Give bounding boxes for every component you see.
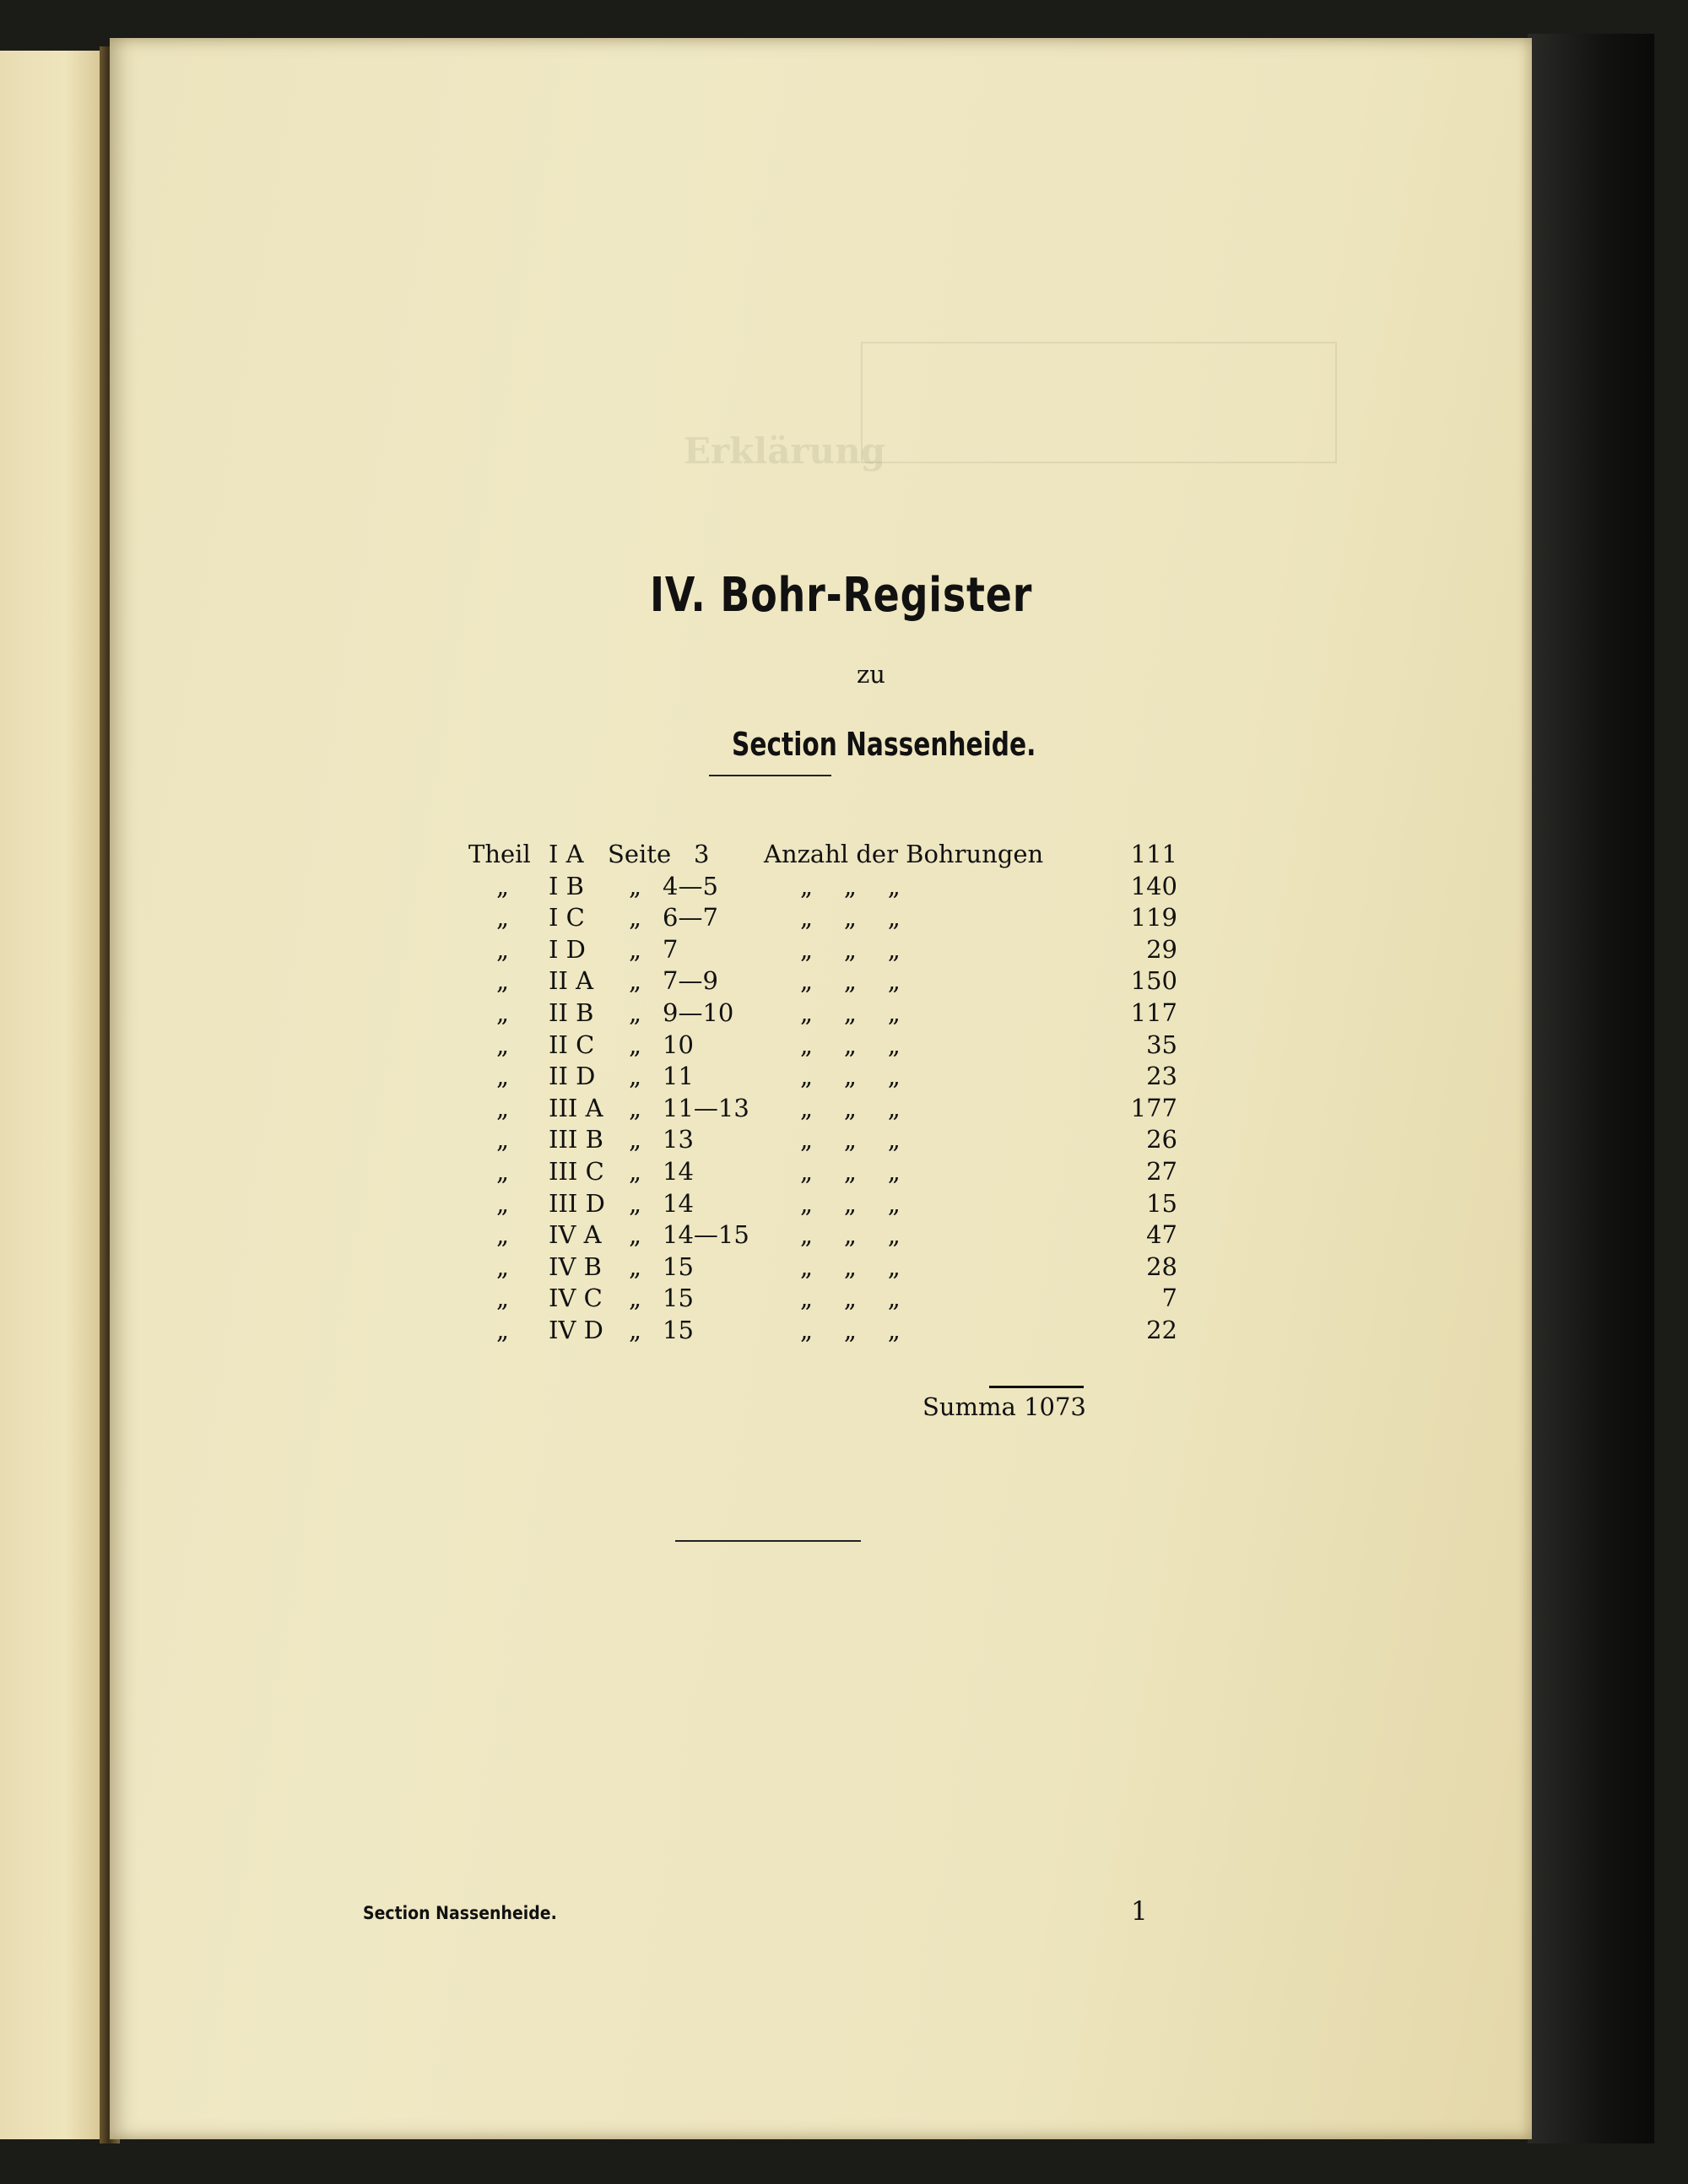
- count-cell: 150: [1130, 966, 1177, 996]
- anzahl-cell: „ „ „: [800, 871, 901, 900]
- pages-cell: 11—13: [663, 1093, 749, 1122]
- pages-cell: 13: [663, 1125, 694, 1154]
- anzahl-cell: „ „ „: [800, 1316, 901, 1344]
- seite-cell: „: [629, 1125, 642, 1154]
- count-cell: 29: [1146, 934, 1177, 964]
- count-cell: 117: [1130, 998, 1177, 1027]
- connector-text: zu: [857, 660, 885, 689]
- part-cell: I B: [549, 871, 584, 900]
- pages-cell: 7: [663, 934, 679, 964]
- anzahl-cell: „ „ „: [800, 1062, 901, 1091]
- theil-cell: „: [496, 1093, 510, 1122]
- seite-cell: „: [629, 1030, 642, 1059]
- table-row: [110, 1316, 1532, 1348]
- seite-cell: „: [629, 1157, 642, 1186]
- footer-section-name: Section Nassenheide.: [363, 1903, 557, 1923]
- anzahl-cell: „ „ „: [800, 1251, 901, 1281]
- anzahl-cell: Anzahl der Bohrungen: [764, 840, 1044, 868]
- part-cell: III C: [549, 1157, 604, 1186]
- theil-cell: „: [496, 1188, 510, 1218]
- theil-cell: „: [496, 1251, 510, 1281]
- count-cell: 47: [1146, 1220, 1177, 1250]
- show-through-table: [861, 342, 1337, 463]
- theil-cell: „: [496, 966, 510, 996]
- part-cell: I A: [549, 840, 584, 868]
- table-row: [110, 1252, 1532, 1284]
- section-subtitle: Section Nassenheide.: [732, 726, 1036, 763]
- theil-cell: „: [496, 1062, 510, 1091]
- seite-cell: Seite: [608, 840, 672, 868]
- part-cell: IV C: [549, 1284, 603, 1313]
- table-row: [110, 1157, 1532, 1189]
- seite-cell: „: [629, 903, 642, 933]
- document-page: [110, 38, 1532, 2139]
- table-row: [110, 872, 1532, 904]
- part-cell: IV D: [549, 1316, 603, 1344]
- pages-cell: 6—7: [663, 903, 718, 933]
- count-cell: 35: [1146, 1030, 1177, 1059]
- pages-cell: 4—5: [663, 871, 718, 900]
- count-cell: 119: [1130, 903, 1177, 933]
- seite-cell: „: [629, 1251, 642, 1281]
- count-cell: 22: [1146, 1316, 1177, 1344]
- summa-value: 1073: [1024, 1392, 1086, 1421]
- seite-cell: „: [629, 1093, 642, 1122]
- table-row: [110, 1220, 1532, 1252]
- theil-cell: „: [496, 1157, 510, 1186]
- summa-line: [922, 1392, 1086, 1421]
- pages-cell: 9—10: [663, 998, 734, 1027]
- pages-cell: 10: [663, 1030, 694, 1059]
- anzahl-cell: „ „ „: [800, 934, 901, 964]
- seite-cell: „: [629, 1316, 642, 1344]
- table-row: [110, 1125, 1532, 1157]
- theil-cell: „: [496, 934, 510, 964]
- table-row: [110, 903, 1532, 935]
- anzahl-cell: „ „ „: [800, 1125, 901, 1154]
- seite-cell: „: [629, 966, 642, 996]
- seite-cell: „: [629, 934, 642, 964]
- pages-cell: 3: [694, 840, 710, 868]
- part-cell: IV B: [549, 1251, 602, 1281]
- bottom-divider: [675, 1540, 861, 1542]
- anzahl-cell: „ „ „: [800, 1157, 901, 1186]
- anzahl-cell: „ „ „: [800, 1220, 901, 1250]
- title-divider: [709, 775, 831, 776]
- count-cell: 23: [1146, 1062, 1177, 1091]
- seite-cell: „: [629, 1284, 642, 1313]
- anzahl-cell: „ „ „: [800, 966, 901, 996]
- theil-cell: Theil: [468, 840, 531, 868]
- count-cell: 27: [1146, 1157, 1177, 1186]
- sum-rule: [989, 1386, 1084, 1388]
- seite-cell: „: [629, 1062, 642, 1091]
- part-cell: II C: [549, 1030, 595, 1059]
- pages-cell: 14—15: [663, 1220, 749, 1250]
- part-cell: II B: [549, 998, 594, 1027]
- seite-cell: „: [629, 1220, 642, 1250]
- count-cell: 15: [1146, 1188, 1177, 1218]
- table-row: [110, 1094, 1532, 1126]
- part-cell: I D: [549, 934, 586, 964]
- theil-cell: „: [496, 1220, 510, 1250]
- pages-cell: 7—9: [663, 966, 718, 996]
- table-row: [110, 998, 1532, 1030]
- seite-cell: „: [629, 998, 642, 1027]
- table-row: [110, 840, 1532, 872]
- pages-cell: 15: [663, 1316, 694, 1344]
- table-row: [110, 1189, 1532, 1221]
- show-through-text: Erklärung: [684, 430, 885, 472]
- theil-cell: „: [496, 1030, 510, 1059]
- pages-cell: 11: [663, 1062, 694, 1091]
- part-cell: II A: [549, 966, 594, 996]
- table-row: [110, 935, 1532, 967]
- theil-cell: „: [496, 871, 510, 900]
- count-cell: 177: [1130, 1093, 1177, 1122]
- count-cell: 26: [1146, 1125, 1177, 1154]
- theil-cell: „: [496, 1316, 510, 1344]
- anzahl-cell: „ „ „: [800, 1284, 901, 1313]
- left-page-edge: [0, 51, 108, 2139]
- part-cell: III D: [549, 1188, 605, 1218]
- part-cell: I C: [549, 903, 585, 933]
- pages-cell: 15: [663, 1251, 694, 1281]
- theil-cell: „: [496, 903, 510, 933]
- count-cell: 140: [1130, 871, 1177, 900]
- part-cell: II D: [549, 1062, 596, 1091]
- count-cell: 7: [1161, 1284, 1177, 1313]
- anzahl-cell: „ „ „: [800, 903, 901, 933]
- pages-cell: 15: [663, 1284, 694, 1313]
- footer-page-number: 1: [1131, 1896, 1148, 1927]
- table-row: [110, 1062, 1532, 1094]
- part-cell: IV A: [549, 1220, 602, 1250]
- theil-cell: „: [496, 998, 510, 1027]
- table-row: [110, 1284, 1532, 1316]
- table-row: [110, 966, 1532, 998]
- anzahl-cell: „ „ „: [800, 1188, 901, 1218]
- summa-label: Summa: [922, 1392, 1016, 1421]
- count-cell: 28: [1146, 1251, 1177, 1281]
- theil-cell: „: [496, 1125, 510, 1154]
- book-cover: [1528, 34, 1654, 2143]
- anzahl-cell: „ „ „: [800, 1030, 901, 1059]
- part-cell: III A: [549, 1093, 603, 1122]
- count-cell: 111: [1130, 840, 1177, 868]
- anzahl-cell: „ „ „: [800, 1093, 901, 1122]
- table-row: [110, 1030, 1532, 1062]
- part-cell: III B: [549, 1125, 603, 1154]
- anzahl-cell: „ „ „: [800, 998, 901, 1027]
- seite-cell: „: [629, 1188, 642, 1218]
- theil-cell: „: [496, 1284, 510, 1313]
- pages-cell: 14: [663, 1188, 694, 1218]
- seite-cell: „: [629, 871, 642, 900]
- page-title: IV. Bohr-Register: [650, 568, 1033, 623]
- pages-cell: 14: [663, 1157, 694, 1186]
